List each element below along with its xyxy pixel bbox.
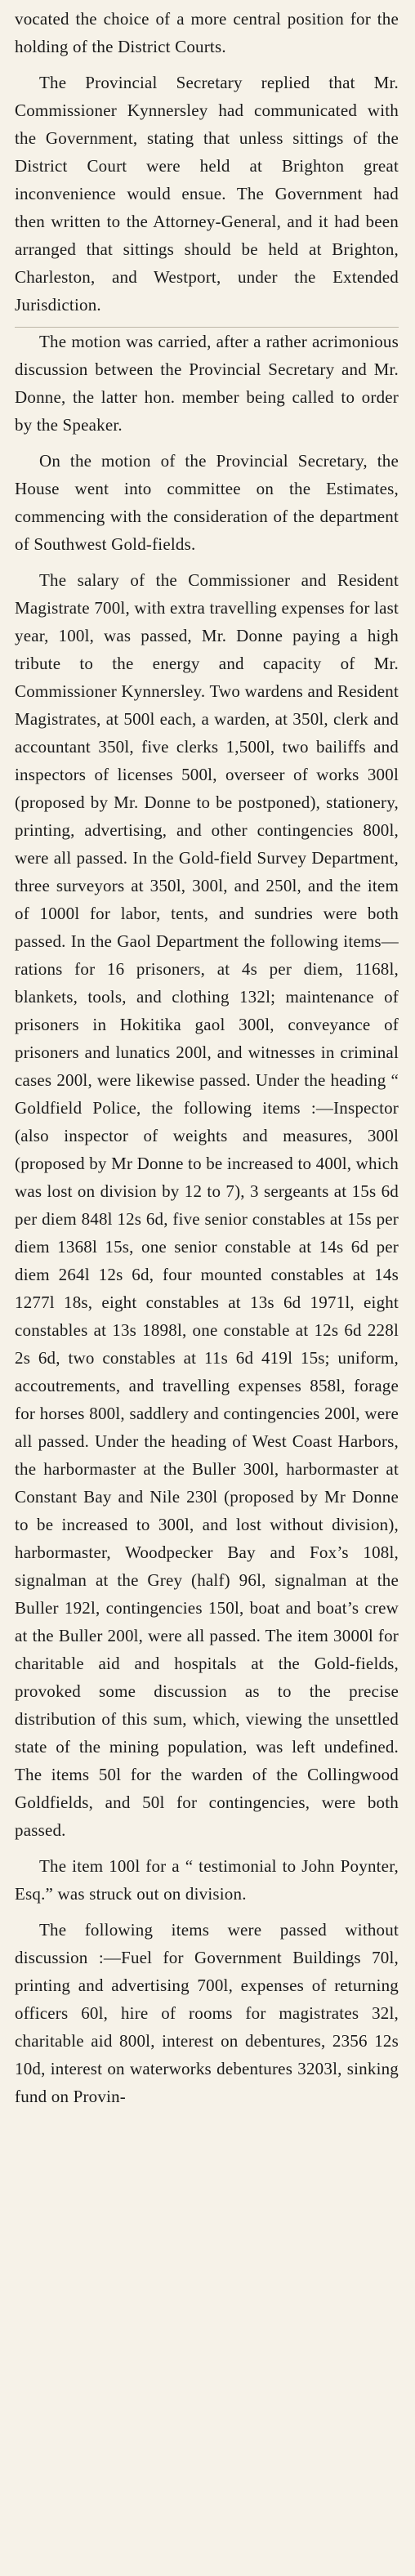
paragraph-district-courts-continued: vocated the choice of a more central position for the holding of the District Courts. — [15, 9, 399, 56]
paragraph-provincial-secretary-reply: The Provincial Secretary replied that Mr. Commissioner Kynnersley had communicated with the Government, stating that unless sittings of the District Court were held at Brighton great inconvenience would ensue. The Government had then written to the Attorney-General, and it had been arranged that sittings should be held at Brighton, Charleston, and Westport, under the Extended Jurisdiction. — [15, 73, 399, 315]
paragraph-committee-on-estimates: On the motion of the Provincial Secretary, the House went into committee on the Estimates, commencing with the consideration of the department of Southwest Gold-fields. — [15, 451, 399, 554]
paragraph-items-without-discussion: The following items were passed without discussion :—Fuel for Government Buildings 70l, printing and advertising 700l, expenses of returning officers 60l, hire of rooms for magistrates 32l, charitable aid 800l, interest on debentures, 2356 12s 10d, interest on waterworks debentures 3203l, sinking fund on Provin- — [15, 1920, 399, 2106]
paragraph-motion-carried: The motion was carried, after a rather acrimonious discussion between the Provincial Secretary and Mr. Donne, the latter hon. member being called to order by the Speaker. — [15, 332, 399, 435]
paragraph-testimonial-item: The item 100l for a “ testimonial to John Poynter, Esq.” was struck out on division. — [15, 1856, 399, 1904]
paragraph-estimates-items: The salary of the Commissioner and Resident Magistrate 700l, with extra travelling expenses for last year, 100l, was passed, Mr. Donne paying a high tribute to the energy and capacity of Mr. Commissioner Kynnersley. Two wardens and Resident Magistrates, at 500l each, a warden, at 350l, clerk and accountant 350l, five clerks 1,500l, two bailiffs and inspectors of licenses 500l, overseer of works 300l (proposed by Mr. Donne to be postponed), stationery, printing, advertising, and other contingencies 800l, were all passed. In the Gold-field Survey Department, three surveyors at 350l, 300l, and 250l, and the item of 1000l for labor, tents, and sundries were both passed. In the Gaol Department the following items—rations for 16 prisoners, at 4s per diem, 1168l, blankets, tools, and clothing 132l; maintenance of prisoners in Hokitika gaol 300l, conveyance of prisoners and lunatics 200l, and witnesses in criminal cases 200l, were likewise passed. Under the heading “ Goldfield Police, the following items :—Inspector (also inspector of weights and measures, 300l (proposed by Mr Donne to be increased to 400l, which was lost on division by 12 to 7), 3 sergeants at 15s 6d per diem 848l 12s 6d, five senior constables at 15s per diem 1368l 15s, one senior constable at 14s 6d per diem 264l 12s 6d, four mounted constables at 14s 1277l 18s, eight constables at 13s 6d 1971l, eight constables at 13s 1898l, one constable at 12s 6d 228l 2s 6d, two constables at 11s 6d 419l 15s; uniform, accoutrements, and travelling expenses 858l, forage for horses 800l, saddlery and contingencies 200l, were all passed. Under the heading of West Coast Harbors, the harbormaster at the Buller 300l, harbormaster at Constant Bay and Nile 230l (proposed by Mr Donne to be increased to 300l, and lost without division), harbormaster, Woodpecker Bay and Fox’s 108l, signalman at the Grey (half) 96l, signalman at the Buller 192l, contingencies 150l, boat and boat’s crew at the Buller 200l, were all passed. The item 3000l for charitable aid and hospitals at the Gold-fields, provoked some discussion as to the precise distribution of this sum, which, viewing the unsettled state of the mining population, was left undefined. The items 50l for the warden of the Collingwood Goldfields, and 50l for contingencies, were both passed. — [15, 570, 399, 1840]
